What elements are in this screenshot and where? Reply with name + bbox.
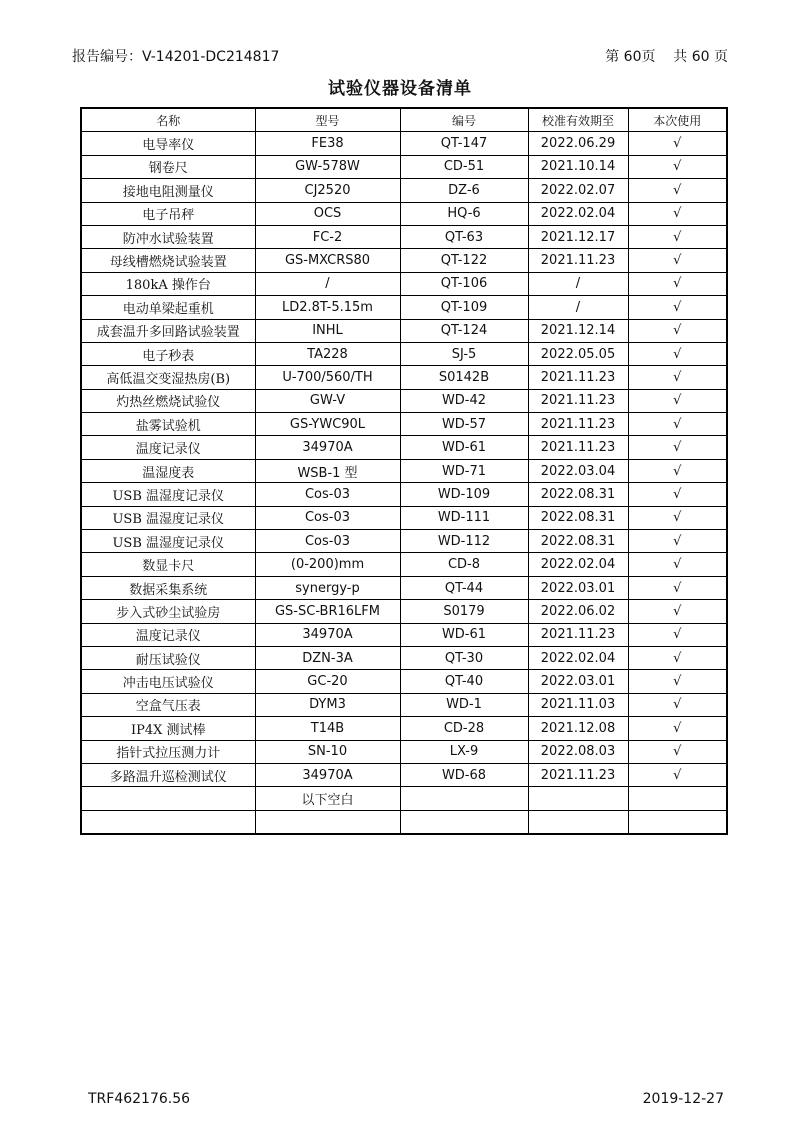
cell-calibration: 2022.08.31: [528, 506, 628, 529]
cell-name: 钢卷尺: [81, 155, 255, 178]
cell-used: √: [628, 436, 727, 459]
cell-used: √: [628, 763, 727, 786]
table-header-row: [81, 108, 727, 132]
cell-used: √: [628, 693, 727, 716]
table-row: [81, 413, 727, 436]
cell-calibration: /: [528, 296, 628, 319]
cell-number: WD-61: [400, 436, 528, 459]
cell-number: DZ-6: [400, 179, 528, 202]
cell-calibration: 2021.10.14: [528, 155, 628, 178]
table-row: [81, 530, 727, 553]
cell-model: GC-20: [255, 670, 400, 693]
cell-used: √: [628, 553, 727, 576]
cell-name: 冲击电压试验仪: [81, 670, 255, 693]
cell-model: 34970A: [255, 763, 400, 786]
cell-used: √: [628, 670, 727, 693]
cell-model: GW-578W: [255, 155, 400, 178]
column-header-name: 名称: [81, 108, 255, 132]
cell-name: 耐压试验仪: [81, 646, 255, 669]
cell-used: √: [628, 225, 727, 248]
column-header-calibration: 校准有效期至: [528, 108, 628, 132]
cell-used: √: [628, 389, 727, 412]
table-row: [81, 576, 727, 599]
cell-used: √: [628, 272, 727, 295]
cell-number: WD-61: [400, 623, 528, 646]
cell-name: 接地电阻测量仪: [81, 179, 255, 202]
cell-used: √: [628, 155, 727, 178]
cell-model: INHL: [255, 319, 400, 342]
cell-model: 34970A: [255, 436, 400, 459]
table-row: [81, 249, 727, 272]
page-title: 试验仪器设备清单: [328, 79, 472, 99]
cell-number: [400, 810, 528, 834]
table-row: [81, 483, 727, 506]
column-header-model: 型号: [255, 108, 400, 132]
cell-used: √: [628, 483, 727, 506]
cell-model: Cos-03: [255, 530, 400, 553]
cell-number: WD-112: [400, 530, 528, 553]
table-row: [81, 225, 727, 248]
cell-name: 步入式砂尘试验房: [81, 600, 255, 623]
cell-calibration: 2022.02.04: [528, 202, 628, 225]
table-row: [81, 459, 727, 482]
cell-model: FC-2: [255, 225, 400, 248]
cell-number: CD-28: [400, 717, 528, 740]
table-row: [81, 763, 727, 786]
cell-used: √: [628, 717, 727, 740]
cell-calibration: 2021.11.23: [528, 763, 628, 786]
cell-model: 以下空白: [255, 787, 400, 810]
cell-number: CD-8: [400, 553, 528, 576]
cell-calibration: 2022.05.05: [528, 342, 628, 365]
table-row: [81, 693, 727, 716]
cell-name: 指针式拉压测力计: [81, 740, 255, 763]
cell-number: QT-63: [400, 225, 528, 248]
cell-used: √: [628, 342, 727, 365]
cell-model: T14B: [255, 717, 400, 740]
table-row: [81, 342, 727, 365]
cell-model: GS-SC-BR16LFM: [255, 600, 400, 623]
cell-number: S0179: [400, 600, 528, 623]
cell-used: √: [628, 179, 727, 202]
table-row: [81, 132, 727, 155]
cell-model: CJ2520: [255, 179, 400, 202]
table-row: [81, 155, 727, 178]
cell-name: 电子秒表: [81, 342, 255, 365]
report-number: 报告编号：V-14201-DC214817: [72, 49, 280, 65]
cell-calibration: [528, 787, 628, 810]
cell-name: [81, 810, 255, 834]
cell-used: √: [628, 506, 727, 529]
cell-model: [255, 810, 400, 834]
cell-model: /: [255, 272, 400, 295]
cell-number: S0142B: [400, 366, 528, 389]
table-row: [81, 296, 727, 319]
table-row: [81, 646, 727, 669]
column-header-number: 编号: [400, 108, 528, 132]
cell-name: 高低温交变湿热房(B): [81, 366, 255, 389]
cell-name: USB 温湿度记录仪: [81, 506, 255, 529]
cell-model: OCS: [255, 202, 400, 225]
cell-calibration: 2022.03.04: [528, 459, 628, 482]
cell-name: 灼热丝燃烧试验仪: [81, 389, 255, 412]
cell-calibration: 2021.11.23: [528, 413, 628, 436]
cell-used: √: [628, 413, 727, 436]
cell-calibration: 2022.06.29: [528, 132, 628, 155]
cell-number: WD-42: [400, 389, 528, 412]
cell-number: QT-109: [400, 296, 528, 319]
cell-model: Cos-03: [255, 506, 400, 529]
cell-calibration: 2021.12.08: [528, 717, 628, 740]
cell-number: SJ-5: [400, 342, 528, 365]
cell-calibration: 2022.08.31: [528, 530, 628, 553]
cell-model: GS-MXCRS80: [255, 249, 400, 272]
table-row: [81, 272, 727, 295]
cell-used: √: [628, 366, 727, 389]
cell-model: GS-YWC90L: [255, 413, 400, 436]
cell-used: √: [628, 600, 727, 623]
table-row: [81, 366, 727, 389]
cell-calibration: 2022.03.01: [528, 670, 628, 693]
cell-name: 电导率仪: [81, 132, 255, 155]
cell-number: WD-109: [400, 483, 528, 506]
cell-number: WD-57: [400, 413, 528, 436]
table-row: [81, 670, 727, 693]
cell-name: 成套温升多回路试验装置: [81, 319, 255, 342]
cell-calibration: [528, 810, 628, 834]
cell-model: DYM3: [255, 693, 400, 716]
table-row: [81, 436, 727, 459]
cell-used: √: [628, 576, 727, 599]
table-row: [81, 810, 727, 834]
cell-name: USB 温湿度记录仪: [81, 483, 255, 506]
cell-name: IP4X 测试棒: [81, 717, 255, 740]
cell-name: 温度记录仪: [81, 623, 255, 646]
cell-calibration: /: [528, 272, 628, 295]
cell-used: √: [628, 249, 727, 272]
cell-name: 电子吊秤: [81, 202, 255, 225]
cell-number: WD-68: [400, 763, 528, 786]
table-row: [81, 717, 727, 740]
cell-calibration: 2022.02.07: [528, 179, 628, 202]
cell-name: 空盒气压表: [81, 693, 255, 716]
cell-calibration: 2021.11.23: [528, 436, 628, 459]
cell-name: 数据采集系统: [81, 576, 255, 599]
table-row: [81, 623, 727, 646]
cell-used: √: [628, 202, 727, 225]
cell-calibration: 2021.11.23: [528, 366, 628, 389]
cell-name: 电动单梁起重机: [81, 296, 255, 319]
cell-name: 盐雾试验机: [81, 413, 255, 436]
form-number: TRF462176.56: [88, 1091, 191, 1107]
cell-name: [81, 787, 255, 810]
table-row: [81, 553, 727, 576]
cell-used: √: [628, 623, 727, 646]
cell-model: Cos-03: [255, 483, 400, 506]
cell-calibration: 2022.02.04: [528, 646, 628, 669]
cell-used: √: [628, 132, 727, 155]
table-row: [81, 506, 727, 529]
footer-date: 2019-12-27: [642, 1091, 724, 1107]
table-row: [81, 389, 727, 412]
cell-name: 母线槽燃烧试验装置: [81, 249, 255, 272]
cell-number: [400, 787, 528, 810]
cell-model: (0-200)mm: [255, 553, 400, 576]
cell-model: FE38: [255, 132, 400, 155]
cell-model: GW-V: [255, 389, 400, 412]
cell-calibration: 2021.11.23: [528, 389, 628, 412]
cell-calibration: 2022.02.04: [528, 553, 628, 576]
cell-name: 多路温升巡检测试仪: [81, 763, 255, 786]
cell-calibration: 2021.11.03: [528, 693, 628, 716]
table-row: [81, 179, 727, 202]
cell-model: 34970A: [255, 623, 400, 646]
cell-name: USB 温湿度记录仪: [81, 530, 255, 553]
cell-number: QT-44: [400, 576, 528, 599]
cell-number: QT-106: [400, 272, 528, 295]
cell-used: [628, 787, 727, 810]
cell-calibration: 2021.11.23: [528, 249, 628, 272]
cell-calibration: 2021.12.17: [528, 225, 628, 248]
cell-used: [628, 810, 727, 834]
cell-model: SN-10: [255, 740, 400, 763]
column-header-used: 本次使用: [628, 108, 727, 132]
cell-number: WD-71: [400, 459, 528, 482]
table-row: [81, 740, 727, 763]
cell-number: CD-51: [400, 155, 528, 178]
cell-calibration: 2022.03.01: [528, 576, 628, 599]
cell-name: 数显卡尺: [81, 553, 255, 576]
cell-model: DZN-3A: [255, 646, 400, 669]
cell-name: 温度记录仪: [81, 436, 255, 459]
cell-used: √: [628, 530, 727, 553]
cell-used: √: [628, 459, 727, 482]
page-number: 第 60页 共 60 页: [605, 49, 728, 65]
cell-model: U-700/560/TH: [255, 366, 400, 389]
table-row: [81, 600, 727, 623]
cell-name: 温湿度表: [81, 459, 255, 482]
cell-number: QT-40: [400, 670, 528, 693]
cell-model: LD2.8T-5.15m: [255, 296, 400, 319]
cell-number: WD-111: [400, 506, 528, 529]
table-row: [81, 319, 727, 342]
cell-number: QT-124: [400, 319, 528, 342]
cell-number: HQ-6: [400, 202, 528, 225]
cell-number: LX-9: [400, 740, 528, 763]
cell-calibration: 2021.12.14: [528, 319, 628, 342]
table-body: [81, 132, 727, 834]
cell-model: WSB-1 型: [255, 459, 400, 482]
cell-name: 180kA 操作台: [81, 272, 255, 295]
cell-used: √: [628, 296, 727, 319]
cell-number: QT-30: [400, 646, 528, 669]
cell-model: TA228: [255, 342, 400, 365]
cell-calibration: 2021.11.23: [528, 623, 628, 646]
cell-used: √: [628, 740, 727, 763]
cell-calibration: 2022.08.31: [528, 483, 628, 506]
cell-number: QT-122: [400, 249, 528, 272]
table-row: [81, 202, 727, 225]
equipment-table: [80, 107, 728, 835]
cell-calibration: 2022.06.02: [528, 600, 628, 623]
cell-number: WD-1: [400, 693, 528, 716]
table-row: [81, 787, 727, 810]
cell-model: synergy-p: [255, 576, 400, 599]
cell-calibration: 2022.08.03: [528, 740, 628, 763]
cell-used: √: [628, 319, 727, 342]
cell-used: √: [628, 646, 727, 669]
cell-number: QT-147: [400, 132, 528, 155]
cell-name: 防冲水试验装置: [81, 225, 255, 248]
